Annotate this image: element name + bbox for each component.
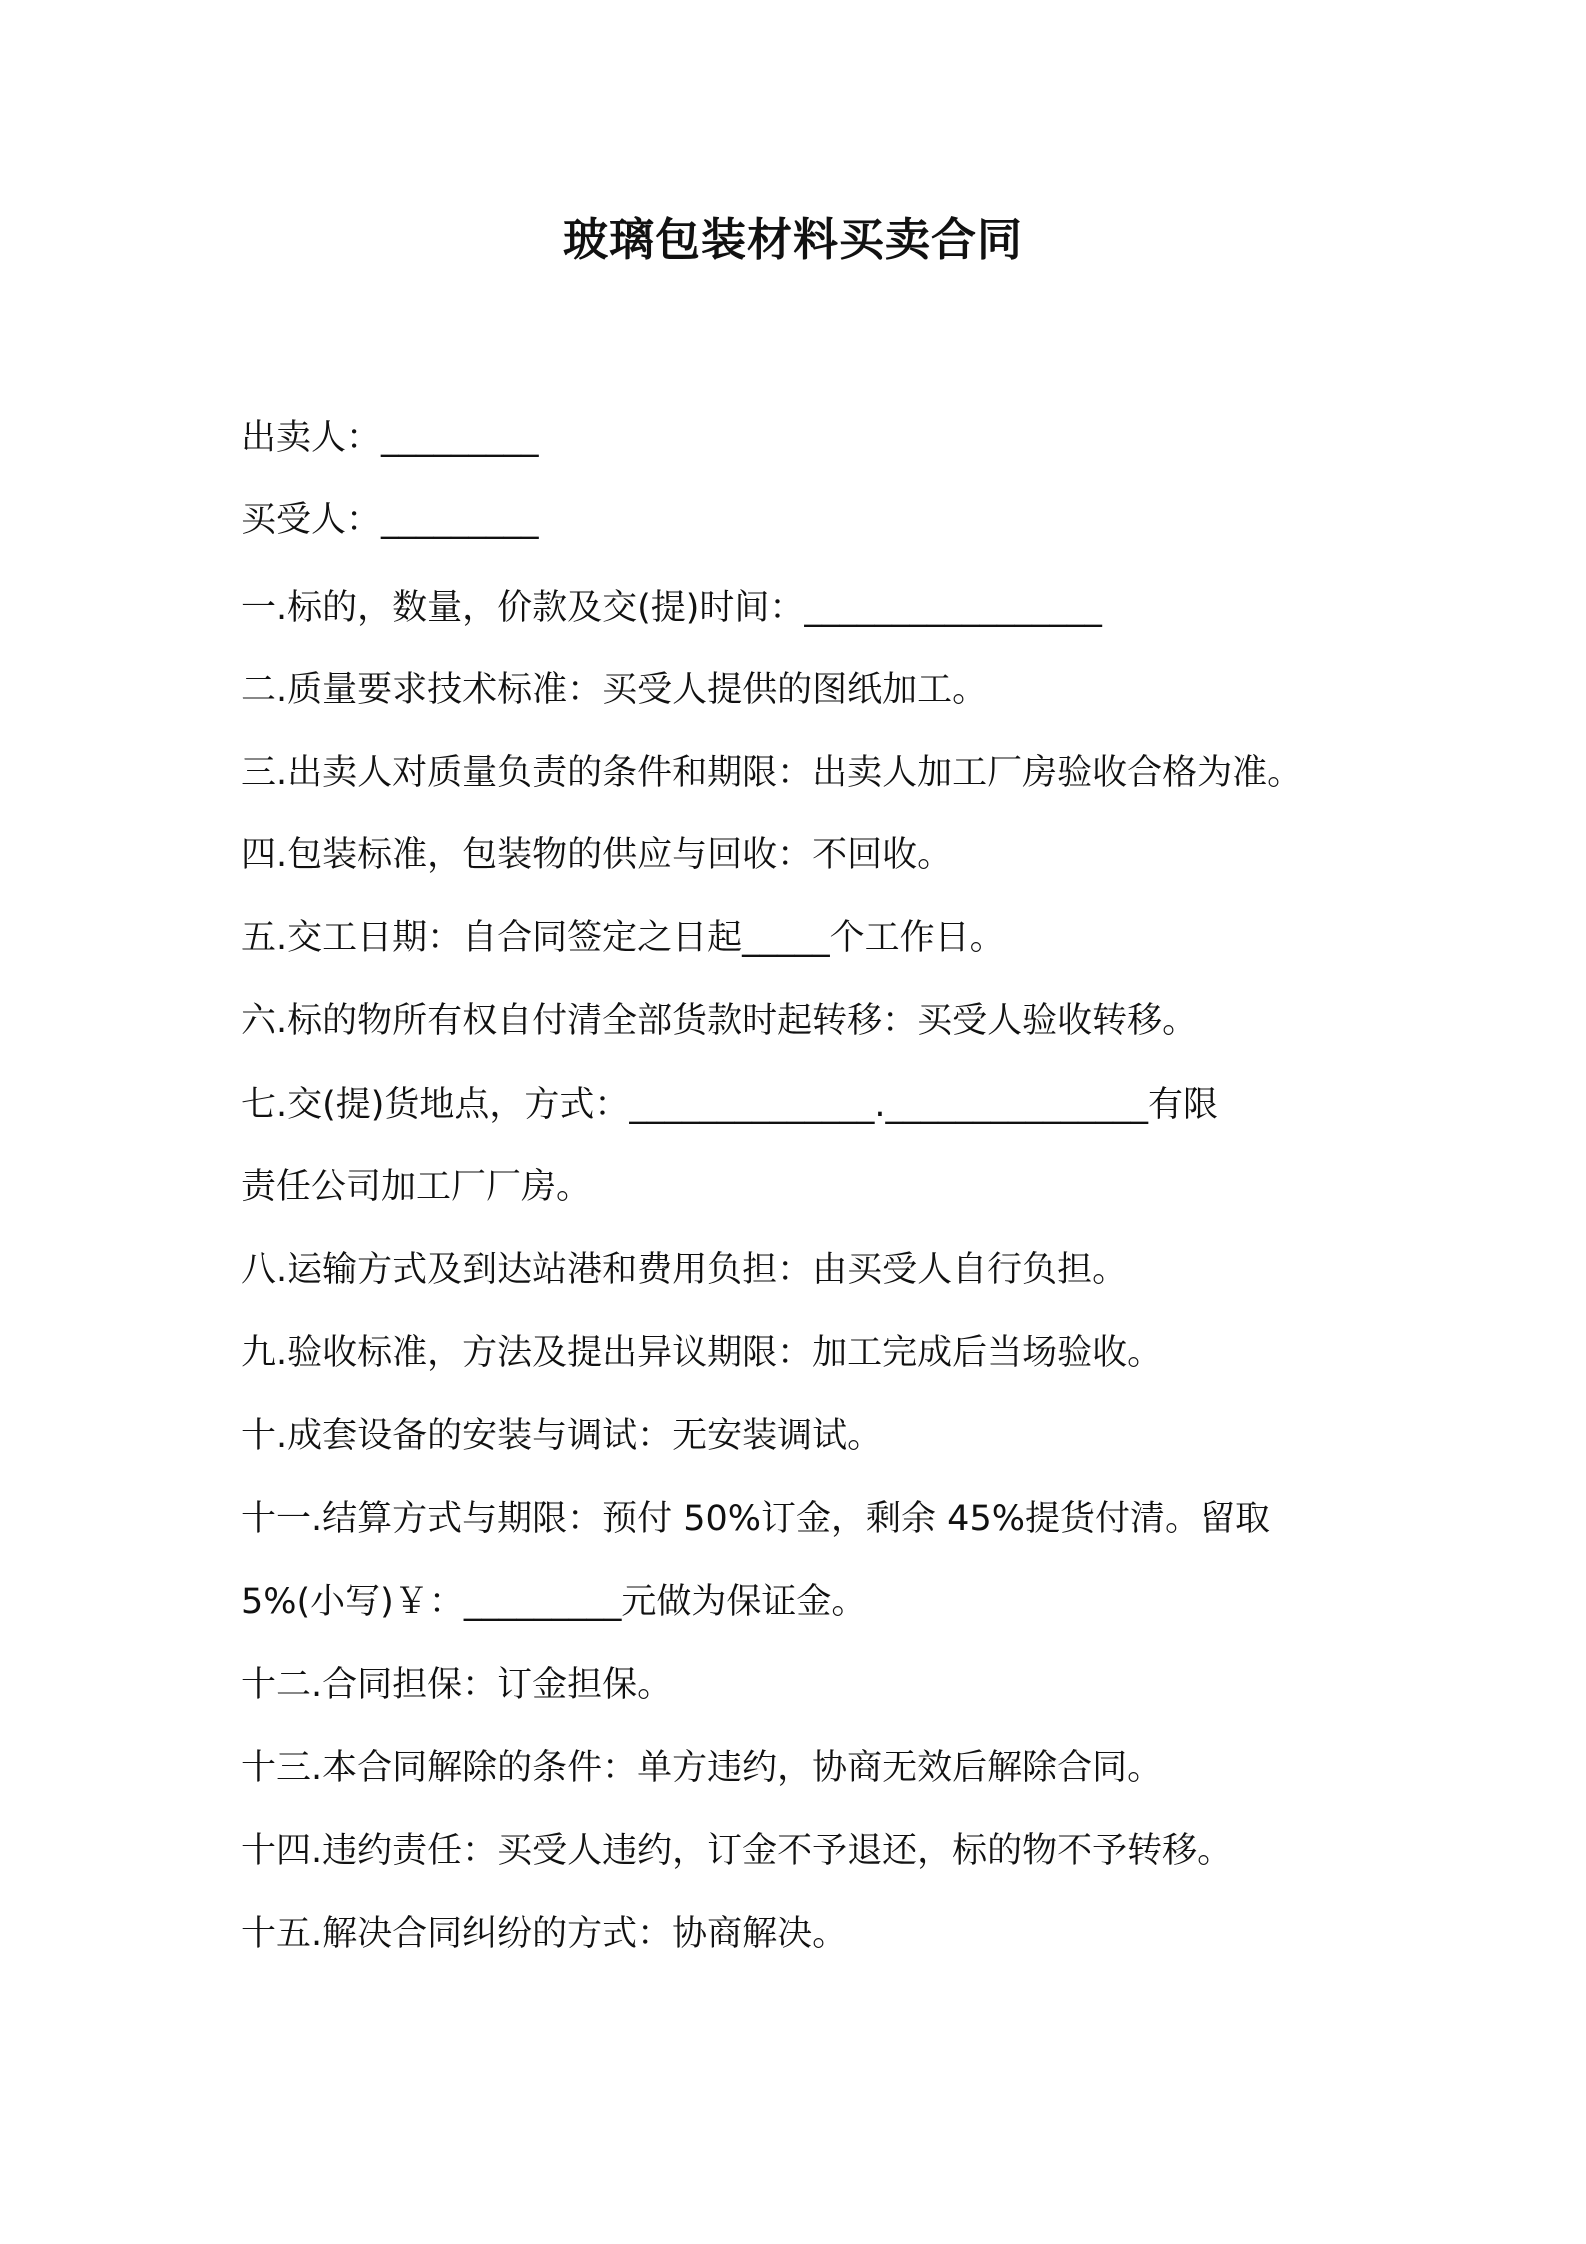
clause-5: 五.交工日期：自合同签定之日起_____个工作日。 [241, 918, 1005, 958]
buyer-line: 买受人：_________ [241, 500, 539, 540]
clause-10: 十.成套设备的安装与调试：无安装调试。 [241, 1416, 883, 1456]
clause-15: 十五.解决合同纠纷的方式：协商解决。 [241, 1914, 848, 1954]
clause-7-continued: 责任公司加工厂厂房。 [241, 1167, 592, 1207]
seller-line: 出卖人：_________ [241, 418, 539, 458]
clause-2: 二.质量要求技术标准：买受人提供的图纸加工。 [241, 670, 988, 710]
clause-12: 十二.合同担保：订金担保。 [241, 1665, 673, 1705]
clause-4: 四.包装标准，包装物的供应与回收：不回收。 [241, 835, 953, 875]
document-title: 玻璃包装材料买卖合同 [562, 213, 1023, 266]
clause-6: 六.标的物所有权自付清全部货款时起转移：买受人验收转移。 [241, 1001, 1198, 1041]
clause-3: 三.出卖人对质量负责的条件和期限：出卖人加工厂房验收合格为准。 [241, 753, 1303, 793]
clause-13: 十三.本合同解除的条件：单方违约，协商无效后解除合同。 [241, 1748, 1163, 1788]
clause-14: 十四.违约责任：买受人违约，订金不予退还，标的物不予转移。 [241, 1831, 1233, 1871]
clause-7: 七.交(提)货地点，方式：______________._______________有限 [241, 1085, 1219, 1125]
clause-11: 十一.结算方式与期限：预付 50%订金，剩余 45%提货付清。留取 [241, 1499, 1270, 1539]
clause-9: 九.验收标准，方法及提出异议期限：加工完成后当场验收。 [241, 1333, 1163, 1373]
clause-8: 八.运输方式及到达站港和费用负担：由买受人自行负担。 [241, 1250, 1128, 1290]
clause-1: 一.标的，数量，价款及交(提)时间：_________________ [241, 588, 1102, 628]
clause-11-continued: 5%(小写)￥：_________元做为保证金。 [241, 1582, 867, 1622]
